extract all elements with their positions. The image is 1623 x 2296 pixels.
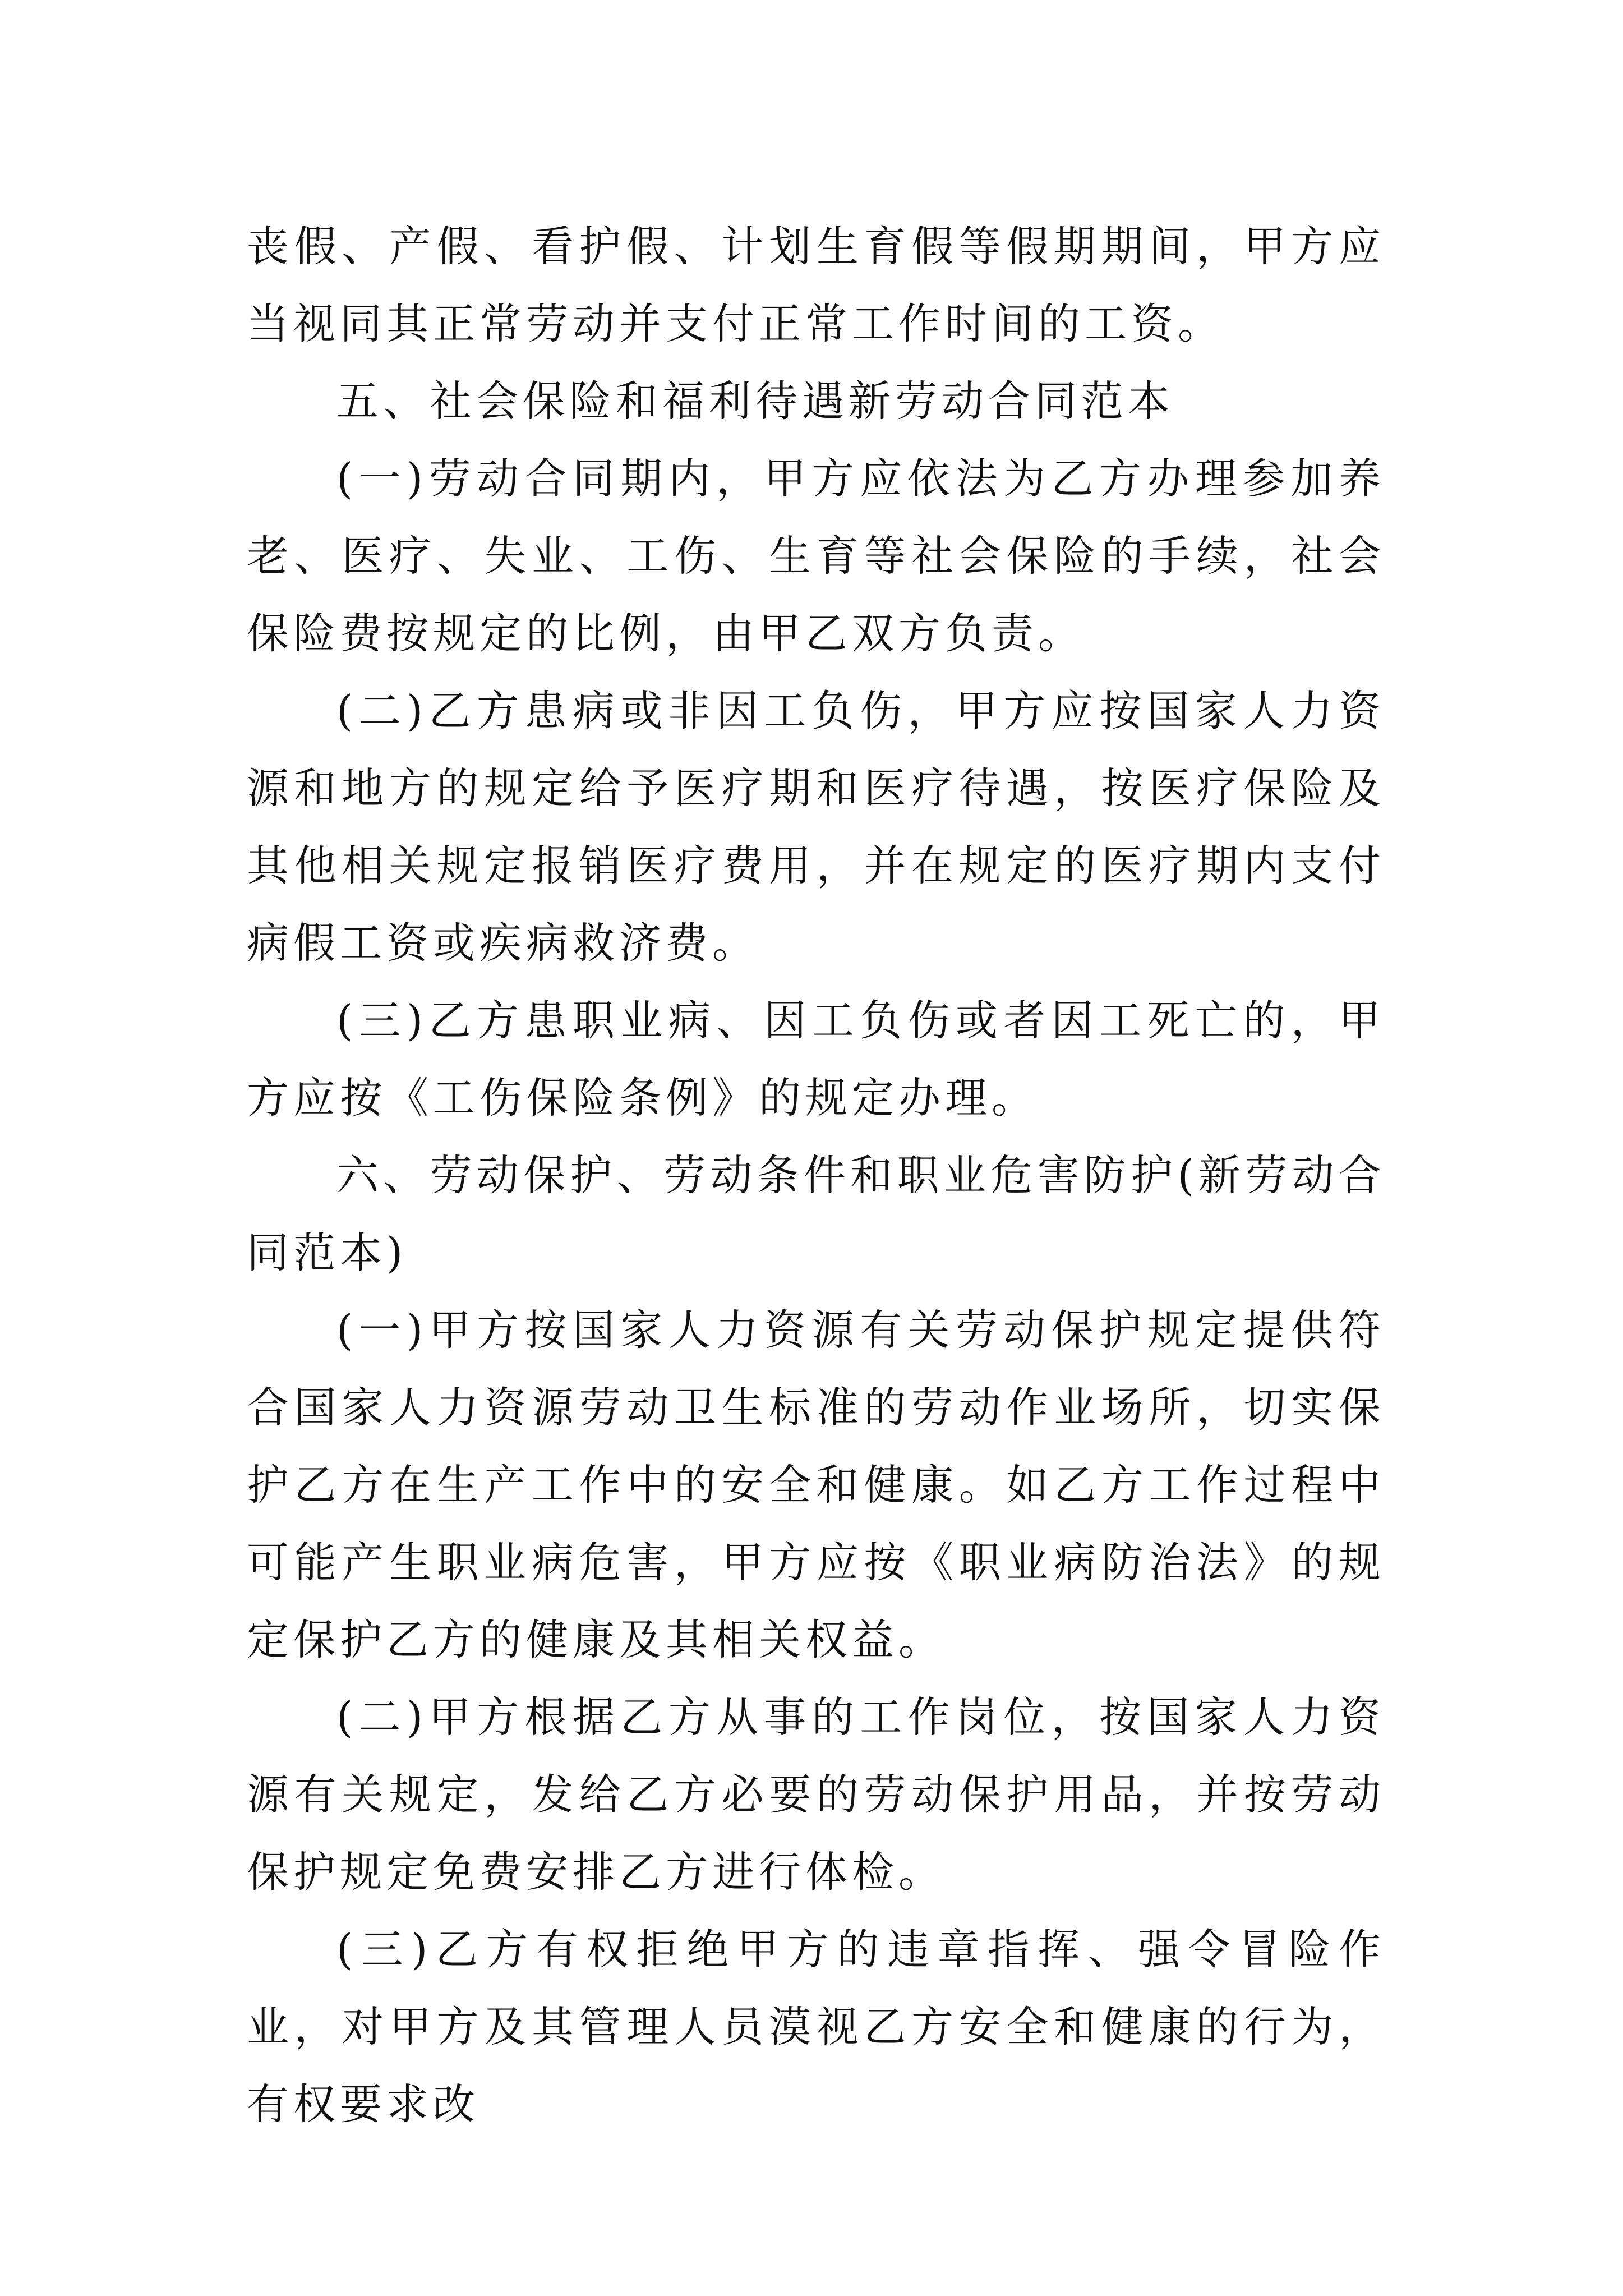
paragraph-insurance-procedures: (一)劳动合同期内，甲方应依法为乙方办理参加养老、医疗、失业、工伤、生育等社会保险的手续，社会保险费按规定的比例，由甲乙双方负责。	[247, 454, 1385, 658]
heading-labor-protection: 六、劳动保护、劳动条件和职业危害防护(新劳动合同范本)	[247, 1151, 1385, 1277]
paragraph-illness-medical: (二)乙方患病或非因工负伤，甲方应按国家人力资源和地方的规定给予医疗期和医疗待遇，按医疗保险及其他相关规定报销医疗费用，并在规定的医疗期内支付病假工资或疾病救济费。	[247, 686, 1385, 968]
paragraph-protective-equipment: (二)甲方根据乙方从事的工作岗位，按国家人力资源有关规定，发给乙方必要的劳动保护用品，并按劳动保护规定免费安排乙方进行体检。	[247, 1692, 1385, 1897]
paragraph-leave-wages: 丧假、产假、看护假、计划生育假等假期期间，甲方应当视同其正常劳动并支付正常工作时间的工资。	[247, 222, 1385, 348]
heading-social-insurance: 五、社会保险和福利待遇新劳动合同范本	[336, 376, 1175, 426]
document-body	[247, 208, 1385, 2143]
paragraph-occupational-injury: (三)乙方患职业病、因工负伤或者因工死亡的，甲方应按《工伤保险条例》的规定办理。	[247, 996, 1385, 1122]
paragraph-refuse-unsafe-work: (三)乙方有权拒绝甲方的违章指挥、强令冒险作业，对甲方及其管理人员漠视乙方安全和健康的行为，有权要求改	[247, 1925, 1385, 2129]
paragraph-workplace-safety: (一)甲方按国家人力资源有关劳动保护规定提供符合国家人力资源劳动卫生标准的劳动作业场所，切实保护乙方在生产工作中的安全和健康。如乙方工作过程中可能产生职业病危害，甲方应按《职业病防治法》的规定保护乙方的健康及其相关权益。	[247, 1305, 1385, 1664]
